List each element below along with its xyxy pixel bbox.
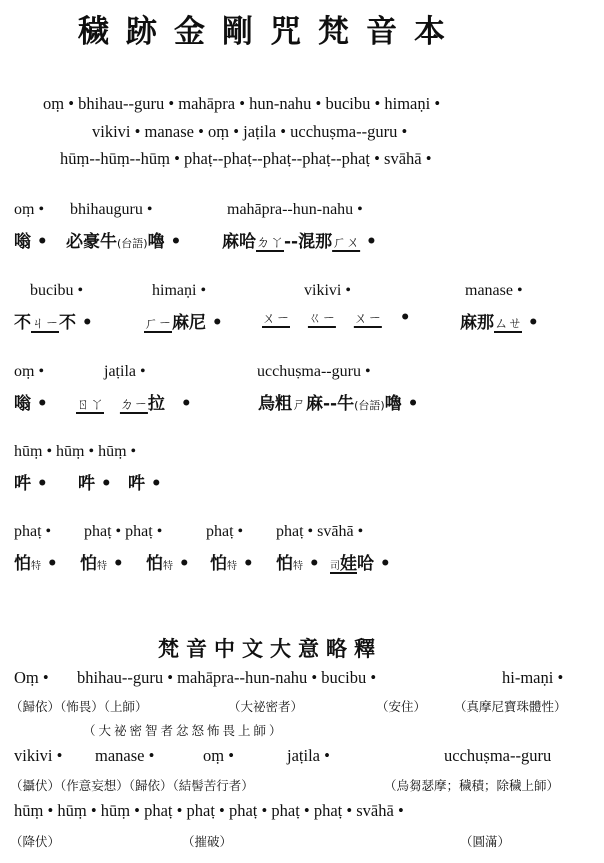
section-subtitle: 梵音中文大意略釋 xyxy=(158,637,382,661)
row5-latin-phat-svaha: phaṭ • svāhā • xyxy=(276,523,364,540)
gloss2-latin-vikivi: vikivi • xyxy=(14,746,63,765)
row2-zh-vikivi xyxy=(262,308,411,328)
row5-zh-te: 特 xyxy=(293,561,303,572)
row2-zh-mani: 麻尼 • xyxy=(172,313,223,333)
row5-zh-te: 特 xyxy=(163,561,173,572)
row5-zh-dot: • xyxy=(303,554,320,574)
row5-zh-phat-4 xyxy=(210,549,254,574)
gloss1-note-1: （歸依）（怖畏）（上師） xyxy=(10,699,148,714)
gloss1-latin-middle: bhihau--guru • mahāpra--hun-nahu • bucibu • xyxy=(77,668,377,687)
gloss1-note-2: （大祕密者） xyxy=(228,699,304,714)
mantra-line-3: hūṃ--hūṃ--hūṃ • phaṭ--phaṭ--phaṭ--phaṭ--phaṭ • svāhā • xyxy=(60,149,432,168)
row4-latin-hum: hūṃ • hūṃ • hūṃ • xyxy=(14,443,137,460)
row1-latin-mahapra: mahāpra--hun-nahu • xyxy=(227,201,363,218)
row3-zh-la: 拉 • xyxy=(147,394,192,414)
bopomofo-da: ㄉㄚ xyxy=(256,235,284,251)
mantra-line-2: vikivi • manase • oṃ • jaṭila • ucchuṣma--guru • xyxy=(92,122,408,141)
bopomofo-di: ㄉㄧ xyxy=(119,397,148,413)
bopomofo-hi: ㄏㄧ xyxy=(144,316,172,332)
row5-zh-phat-3 xyxy=(146,549,190,574)
mantra-line-1: oṃ • bhihau--guru • mahāpra • hun-nahu • bucibu • himaṇi • xyxy=(43,94,441,113)
gloss3-note-1: （降伏） xyxy=(10,834,61,849)
row5-zh-te: 特 xyxy=(97,561,107,572)
gloss2-note-1: （攝伏）（作意妄想）（歸依）（結髻苦行者） xyxy=(10,778,254,793)
taiwanese-note: (台語) xyxy=(117,237,148,250)
row2-latin-vikivi: vikivi • xyxy=(304,282,351,299)
bopomofo-ra: ㄖㄚ xyxy=(76,397,104,413)
row2-zh-manase xyxy=(460,308,539,333)
row4-zh-hum-2: 吽 • xyxy=(78,474,112,494)
row2-latin-himani: himaṇi • xyxy=(152,282,207,299)
row3-zh-ucchusma xyxy=(258,389,419,414)
bopomofo-ji: ㄐㄧ xyxy=(31,316,59,332)
row1-zh-bhihauguru-main: 必豪牛 xyxy=(66,232,117,252)
row5-zh-dot: • xyxy=(107,554,124,574)
gloss2-latin-manase: manase • xyxy=(95,746,155,765)
row2-zh-himani xyxy=(144,308,223,333)
row1-latin-bhihauguru: bhihauguru • xyxy=(70,201,153,218)
bopomofo-se: ㄙㄝ xyxy=(494,316,522,332)
row5-zh-te: 特 xyxy=(31,561,41,572)
gloss2-latin-ucchusma: ucchuṣma--guru xyxy=(444,746,552,765)
row2-latin-manase: manase • xyxy=(465,282,523,299)
row5-zh-ha: 哈 • xyxy=(357,554,391,574)
row3-zh-wucu: 烏粗 xyxy=(258,394,292,414)
taiwanese-note-2: (台語) xyxy=(354,399,385,412)
row2-latin-bucibu: bucibu • xyxy=(30,282,84,299)
bopomofo-gi: ㄍㄧ xyxy=(307,311,336,327)
gloss3-note-3: （圓滿） xyxy=(460,834,511,849)
row2-zh-vikivi-dot: • xyxy=(381,308,411,328)
row5-zh-phat-2 xyxy=(80,549,124,574)
row3-latin-ucchusma: ucchuṣma--guru • xyxy=(257,363,371,380)
row5-zh-pa: 怕 xyxy=(276,554,293,574)
bopomofo-wi-1: ㄨㄧ xyxy=(262,311,290,327)
row5-zh-si: 司 xyxy=(330,561,340,572)
row5-zh-wa: 娃 xyxy=(340,554,357,574)
gloss1-note-4: （真摩尼寶珠體性） xyxy=(454,699,567,714)
row5-latin-phat-2-3: phaṭ • phaṭ • xyxy=(84,523,163,540)
gloss1-note-3: （安住） xyxy=(376,699,427,714)
gloss2-latin-jatila: jaṭila • xyxy=(287,746,330,765)
row4-zh-hum-3: 吽 • xyxy=(128,474,162,494)
row5-zh-dot: • xyxy=(237,554,254,574)
gloss1-latin-himani: hi-maṇi • xyxy=(502,668,564,687)
gloss1-latin-om: Oṃ • xyxy=(14,668,49,687)
row1-zh-hunna: --混那 xyxy=(284,232,333,252)
bopomofo-hu: ㄏㄨ xyxy=(332,235,361,251)
bopomofo-wi-2: ㄨㄧ xyxy=(353,311,382,327)
row2-zh-manase-dot: • xyxy=(522,313,539,333)
row1-zh-mahapra xyxy=(222,227,377,252)
row1-zh-dot: • xyxy=(360,232,377,252)
row5-zh-pa: 怕 xyxy=(14,554,31,574)
row5-zh-pa: 怕 xyxy=(210,554,227,574)
row5-zh-te: 特 xyxy=(227,561,237,572)
row3-zh-jatila xyxy=(76,389,192,414)
row3-latin-om: oṃ • xyxy=(14,363,45,380)
row3-zh-om: 嗡 • xyxy=(14,394,48,414)
row2-zh-bu-end: 不 • xyxy=(59,313,93,333)
row5-zh-pa: 怕 xyxy=(146,554,163,574)
row2-zh-bucibu xyxy=(14,308,93,333)
row2-zh-bu: 不 xyxy=(14,313,31,333)
gloss3-note-2: （摧破） xyxy=(182,834,233,849)
gloss3-latin: hūṃ • hūṃ • hūṃ • phaṭ • phaṭ • phaṭ • phaṭ • phaṭ • svāhā • xyxy=(14,801,404,820)
row5-zh-pa: 怕 xyxy=(80,554,97,574)
row5-zh-phat-5 xyxy=(276,549,320,574)
gloss1-extra: （大祕密智者忿怒怖畏上師） xyxy=(83,723,285,738)
gloss2-latin-om: oṃ • xyxy=(203,746,234,765)
row5-zh-dot: • xyxy=(41,554,58,574)
row5-zh-dot: • xyxy=(173,554,190,574)
row1-zh-bhihauguru-end: 嚕 • xyxy=(147,232,182,252)
row5-zh-svaha xyxy=(330,549,391,574)
row1-zh-bhihauguru xyxy=(66,227,181,252)
row1-latin-om: oṃ • xyxy=(14,201,45,218)
row3-latin-jatila: jaṭila • xyxy=(104,363,146,380)
row5-latin-phat-1: phaṭ • xyxy=(14,523,52,540)
row5-zh-phat-1 xyxy=(14,549,58,574)
gloss2-note-2: （烏芻瑟摩；穢積；除穢上師） xyxy=(384,778,560,793)
row3-zh-maniu: 麻--牛 xyxy=(306,394,355,414)
row5-latin-phat-4: phaṭ • xyxy=(206,523,244,540)
row1-zh-om: 嗡 • xyxy=(14,232,48,252)
row4-zh-hum-1: 吽 • xyxy=(14,474,48,494)
row3-zh-lu: 嚕 • xyxy=(384,394,419,414)
row1-zh-maha: 麻哈 xyxy=(222,232,256,252)
row2-zh-mana: 麻那 xyxy=(460,313,494,333)
bopomofo-shi: ㄕ xyxy=(292,397,306,413)
page-title: 穢跡金剛咒梵音本 xyxy=(78,14,462,50)
